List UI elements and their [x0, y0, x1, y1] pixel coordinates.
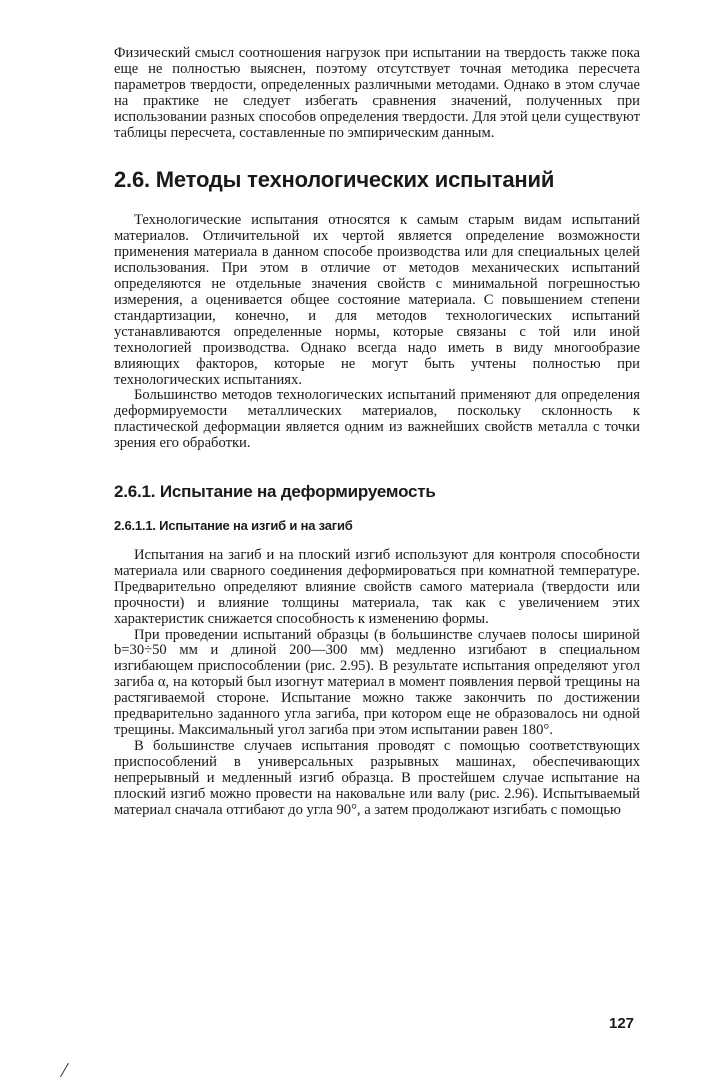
subsubsection-paragraph-3: В большинстве случаев испытания проводят с помощью соответствующих приспособлений в универсальных разрывных машинах, обеспечивающих непрерывный и медленный изгиб образца. В простейшем случае испытание на плоский изгиб можно провести на наковальне или валу (рис. 2.96). Испытываемый материал сначала отгибают до угла 90°, а затем продолжают изгибать с помощью	[114, 737, 640, 818]
pencil-mark	[60, 1063, 69, 1077]
page-body	[114, 46, 640, 818]
intro-paragraph: Физический смысл соотношения нагрузок при испытании на твердость также пока еще не полностью выяснен, поэтому отсутствует точная методика пересчета параметров твердости, определенных различными методами. Однако в этом случае на практике не следует избегать сравнения значений, полученных при использовании разных способов определения твердости. Для этой цели существуют таблицы пересчета, составленные по эмпирическим данным.	[114, 45, 640, 141]
subsubsection-paragraph-2: При проведении испытаний образцы (в большинстве случаев полосы шириной b=30÷50 мм и длиной 200—300 мм) медленно изгибают в специальном изгибающем приспособлении (рис. 2.95). В результате испытания определяют угол загиба α, на который был изогнут материал в момент появления первой трещины на растягиваемой стороне. Испытание можно также закончить по достижении предварительно заданного угла загиба, при котором еще не образовалось ни одной трещины. Максимальный угол загиба при этом испытании равен 180°.	[114, 626, 640, 738]
section-heading: 2.6. Методы технологических испытаний	[114, 167, 555, 193]
section-paragraph-1: Технологические испытания относятся к самым старым видам испытаний материалов. Отличительной их чертой является определение возможности применения материала в данном способе производства или для специальных целей использования. При этом в отличие от методов механических испытаний определяются не отдельные значения свойств с минимальной погрешностью измерения, а оценивается общее состояние материала. С повышением степени стандартизации, конечно, и для методов технологических испытаний устанавливаются определенные нормы, которые связаны с той или иной технологией производства. Однако всегда надо иметь в виду многообразие влияющих факторов, которые не могут быть учтены полностью при технологических испытаниях.	[114, 212, 640, 388]
subsubsection-paragraph-1: Испытания на загиб и на плоский изгиб используют для контроля способности материала или сварного соединения деформироваться при комнатной температуре. Предварительно определяют влияние свойств самого материала (твердости или прочности) и влияние толщины материала, так как с увеличением этих характеристик снижается способность к изменению формы.	[114, 547, 640, 627]
section-paragraph-2: Большинство методов технологических испытаний применяют для определения деформируемости металлических материалов, поскольку склонность к пластической деформации является одним из важнейших свойств металла с точки зрения его обработки.	[114, 387, 640, 452]
subsection-heading: 2.6.1. Испытание на деформируемость	[114, 482, 436, 502]
page-number: 127	[609, 1015, 635, 1032]
subsubsection-heading: 2.6.1.1. Испытание на изгиб и на загиб	[114, 518, 353, 534]
